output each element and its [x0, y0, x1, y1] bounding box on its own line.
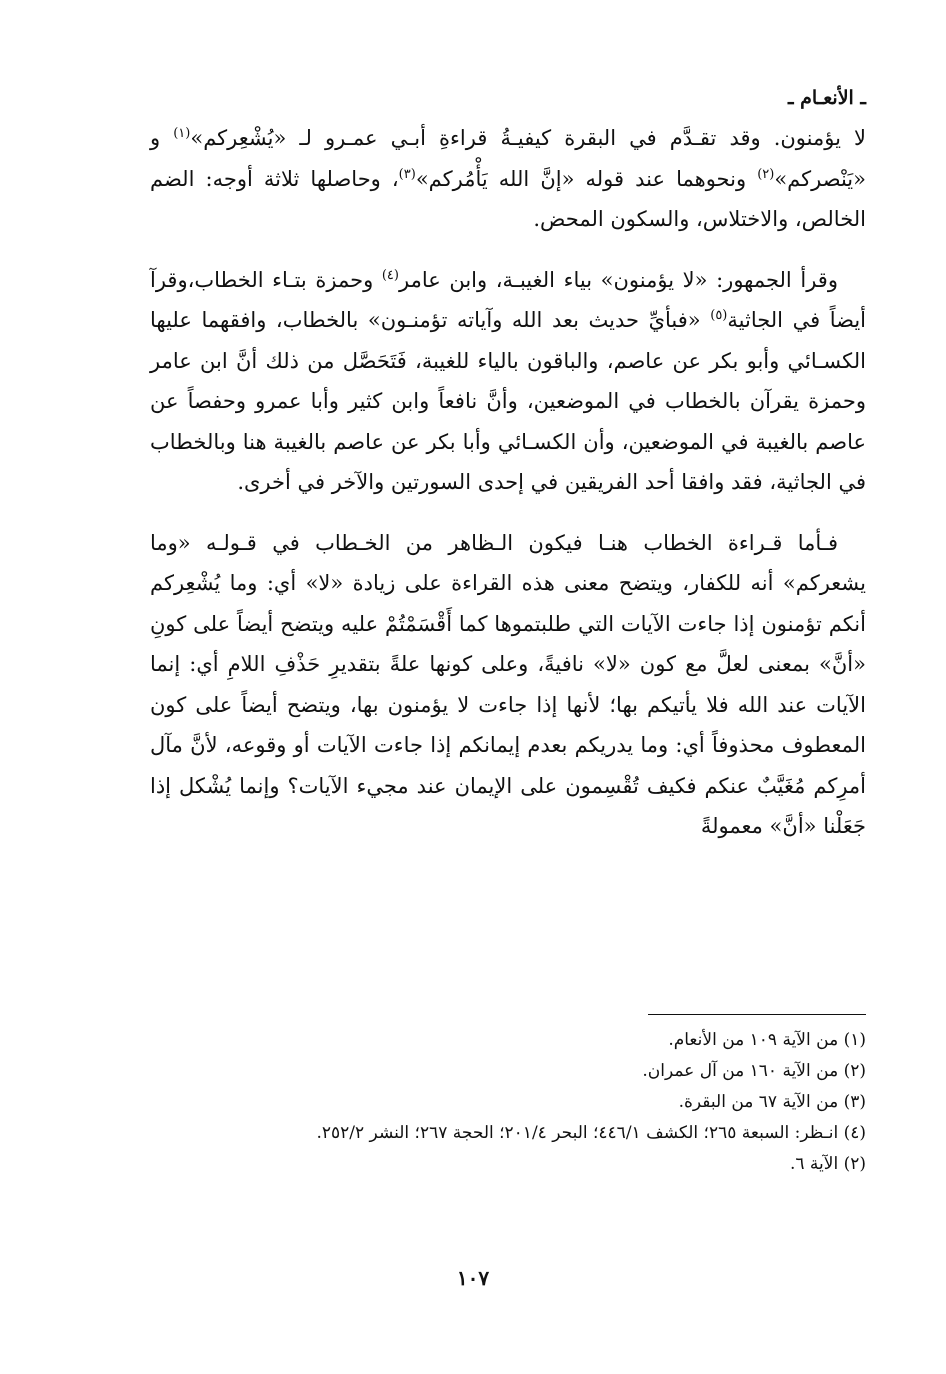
- text-run: و «يَنْصركم»: [150, 126, 866, 191]
- text-run: لا يؤمنون. وقد تقـدَّم في البقرة كيفيـةُ قراءةِ أبـي عمـرو لـ «يُشْعِركم»: [190, 126, 866, 150]
- text-run: فـأما قـراءة الخطاب هنـا فيكون الـظاهر من الخـطاب في قـولـه «وما يشعركم» أنه للكفار، ويتضح معنى هذه القراءة على زيادة «لا» أي: وما يُشْعِركم أنكم تؤمنون إذا جاءت الآيات التي طلبتموها كما أَقْسَمْتُمْ عليه ويتضح أيضاً على كونِ «أنَّ» بمعنى لعلَّ مع كون «لا» نافيةً، وعلى كونها علةً بتقديرِ حَذْفِ اللامِ أي: إنما الآيات عند الله فلا يأتيكم بها؛ لأنها إذا جاءت لا يؤمنون بها، ويتضح أيضاً على كون المعطوف محذوفاً أي: وما يدريكم بعدم إيمانكم إذا جاءت الآيات أو وقوعه، لأنَّ مآل أمرِكم مُغَيَّبٌ عنكم فكيف تُقْسِمون على الإيمان عند مجيء الآيات؟ وإنما يُشْكل إذا جَعَلْنا «أنَّ» معمولةً: [150, 530, 866, 838]
- footnotes: [150, 1025, 866, 1180]
- footnote: (٤) انـظر: السبعة ٢٦٥؛ الكشف ٤٤٦/١؛ البحر ٢٠١/٤؛ الحجة ٢٦٧؛ النشر ٢٥٢/٢.: [316, 1123, 866, 1143]
- body-text: [150, 118, 866, 847]
- paragraph: [150, 523, 866, 847]
- text-run: وقرأ الجمهور: «لا يؤمنون» بياء الغيبـة، وابن عامر: [398, 267, 838, 292]
- footnote-ref: (٢): [757, 166, 775, 182]
- text-run: وحمزة بتـاء الخطاب،وقرآ أيضاً في الجاثية: [150, 267, 867, 332]
- text-run: ونحوهما عند قوله «إنَّ الله يَأْمُركم»: [415, 166, 758, 191]
- running-header: ـ الأنعـام ـ: [787, 87, 866, 109]
- page-number: ١٠٧: [456, 1266, 490, 1290]
- footnote-ref: (٥): [710, 308, 728, 323]
- text-run: ، وحاصلها ثلاثة أوجه: الضم الخالص، والاختلاس، والسكون المحض.: [150, 166, 866, 231]
- paragraph: [150, 118, 866, 240]
- footnote-ref: (١): [173, 126, 191, 141]
- footnote-ref: (٤): [381, 267, 399, 283]
- footnote-divider: [648, 1014, 866, 1015]
- text-run: «فبأيِّ حديث بعد الله وآياته تؤمنـون» بالخطاب، وافقهما عليها الكسـائي وأبو بكر عن عاصم، والباقون بالياء للغيبة، فَتَحَصَّل من ذلك أنَّ ابن عامر وحمزة يقرآن بالخطاب في الموضعين، وأنَّ نافعاً وابن كثير وأبا عمرو وحفصاً عن عاصم بالغيبة في الموضعين، وأن الكسـائي وأبا بكر عن عاصم بالغيبة هنا وبالخطاب في الجاثية، فقد وافقا أحد الفريقين في إحدى السورتين والآخر في أخرى.: [150, 308, 866, 494]
- paragraph: [150, 260, 866, 503]
- footnote: (١) من الآية ١٠٩ من الأنعام.: [668, 1030, 866, 1050]
- footnote: (٢) الآية ٦.: [789, 1154, 866, 1174]
- footnote-ref: (٣): [398, 166, 416, 182]
- footnote: (٢) من الآية ١٦٠ من آل عمران.: [642, 1061, 866, 1081]
- footnote: (٣) من الآية ٦٧ من البقرة.: [678, 1092, 866, 1112]
